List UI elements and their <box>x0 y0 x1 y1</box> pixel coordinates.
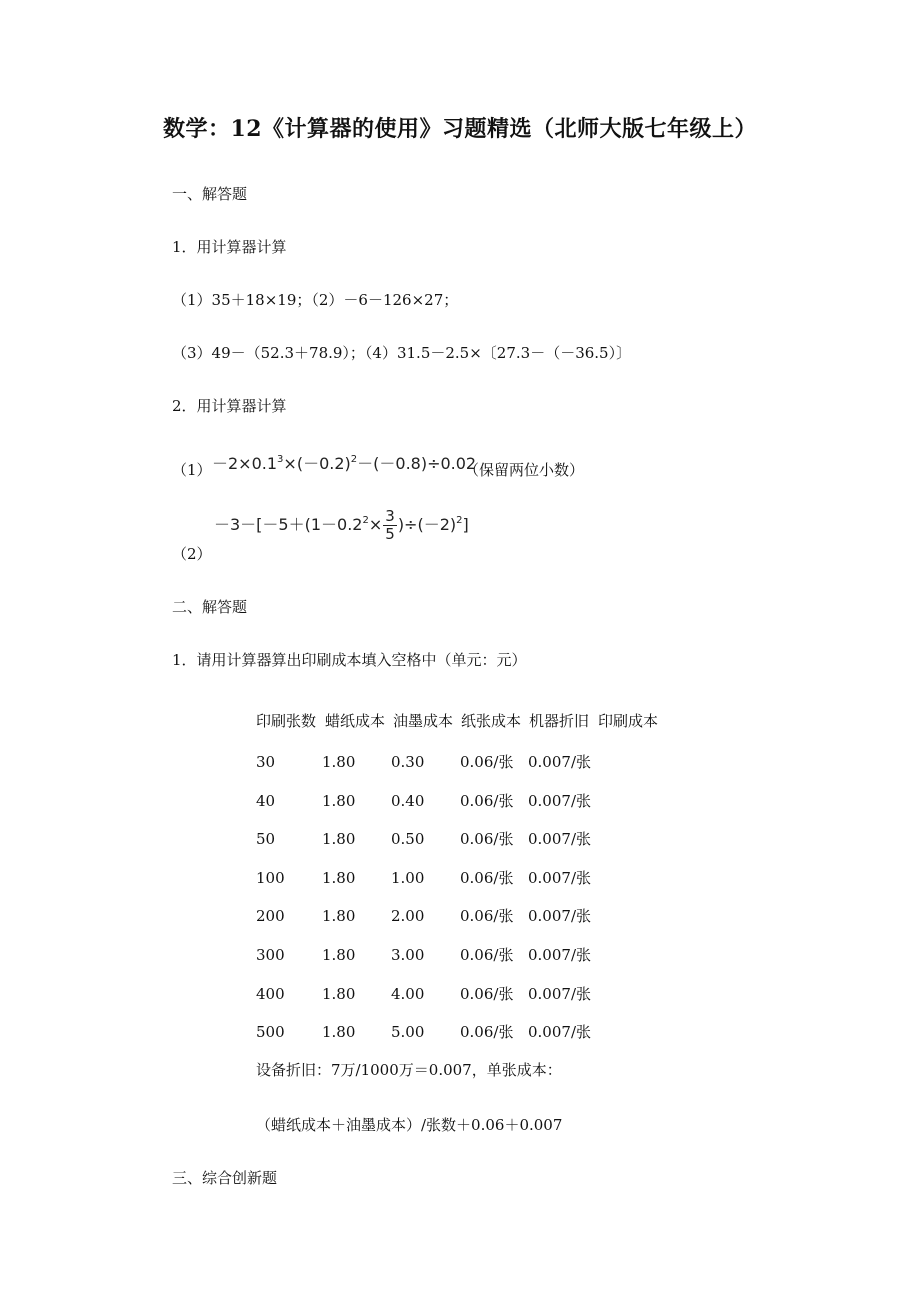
table-header-cell: 机器折旧 <box>529 712 590 730</box>
table-cell: 0.06/张 <box>460 792 514 810</box>
table-cell: 0.06/张 <box>460 985 514 1003</box>
table-cell: 0.06/张 <box>460 907 514 925</box>
fraction-three-fifths: $\frac{3}{5}$ <box>385 507 395 543</box>
table-cell: 200 <box>256 907 285 925</box>
table-cell: 3.00 <box>391 946 425 964</box>
section-2-heading: 二、解答题 <box>172 598 248 616</box>
table-cell: 1.80 <box>322 946 356 964</box>
table-cell: 0.06/张 <box>460 753 514 771</box>
table-cell: 0.007/张 <box>528 869 591 887</box>
table-cell: 0.06/张 <box>460 1023 514 1041</box>
table-cell: 1.80 <box>322 792 356 810</box>
table-cell: 0.007/张 <box>528 1023 591 1041</box>
s1-q1-label: 1．用计算器计算 <box>172 238 287 256</box>
s2-note-depreciation: 设备折旧：7万/1000万＝0.007，单张成本： <box>256 1061 562 1079</box>
table-cell: 500 <box>256 1023 285 1041</box>
s1-q2-p2-expression: $-3-[-5+(1-0.2^2\times$ $\frac{3}{5}$ )$\div(-2)^2$] <box>214 507 469 543</box>
table-cell: 40 <box>256 792 276 810</box>
page-title: 数学：12《计算器的使用》习题精选（北师大版七年级上） <box>162 116 758 142</box>
table-cell: 100 <box>256 869 285 887</box>
table-header-cell: 印刷张数 <box>256 712 317 730</box>
table-cell: 0.06/张 <box>460 946 514 964</box>
table-header-cell: 油墨成本 <box>393 712 454 730</box>
table-cell: 1.00 <box>391 869 425 887</box>
table-cell: 30 <box>256 753 276 771</box>
s1-q2-p1-number: （1） <box>172 461 212 479</box>
table-cell: 0.007/张 <box>528 985 591 1003</box>
table-cell: 5.00 <box>391 1023 425 1041</box>
table-cell: 0.007/张 <box>528 830 591 848</box>
s1-q2-label: 2．用计算器计算 <box>172 397 287 415</box>
table-header-cell: 蜡纸成本 <box>325 712 386 730</box>
section-3-heading: 三、综合创新题 <box>172 1169 278 1187</box>
table-cell: 0.007/张 <box>528 753 591 771</box>
table-cell: 0.06/张 <box>460 830 514 848</box>
table-cell: 300 <box>256 946 285 964</box>
s1-q2-p2-number: （2） <box>172 545 212 563</box>
s1-q2-p1-note: （保留两位小数） <box>464 461 585 479</box>
s2-q1-label: 1．请用计算器算出印刷成本填入空格中（单元：元） <box>172 651 527 669</box>
table-cell: 0.40 <box>391 792 425 810</box>
table-cell: 400 <box>256 985 285 1003</box>
section-1-heading: 一、解答题 <box>172 185 248 203</box>
s1-q1-line2: （3）49－（52.3＋78.9）；（4）31.5－2.5×〔27.3－（－36.5）〕 <box>172 344 632 362</box>
table-cell: 0.50 <box>391 830 425 848</box>
table-cell: 1.80 <box>322 1023 356 1041</box>
table-cell: 0.06/张 <box>460 869 514 887</box>
s1-q2-p1-expression: $-2\times 0.1^3\times(-0.2)^2-(-0.8)\div 0.02$ <box>212 454 477 473</box>
s1-q1-line1: （1）35＋18×19；（2）－6－126×27； <box>172 291 459 309</box>
table-cell: 0.007/张 <box>528 792 591 810</box>
table-cell: 0.30 <box>391 753 425 771</box>
table-cell: 0.007/张 <box>528 946 591 964</box>
table-header-cell: 印刷成本 <box>598 712 659 730</box>
table-header-cell: 纸张成本 <box>461 712 522 730</box>
s2-note-formula: （蜡纸成本＋油墨成本）/张数＋0.06＋0.007 <box>256 1116 563 1134</box>
table-cell: 1.80 <box>322 830 356 848</box>
table-cell: 1.80 <box>322 985 356 1003</box>
table-cell: 0.007/张 <box>528 907 591 925</box>
table-cell: 50 <box>256 830 276 848</box>
table-cell: 1.80 <box>322 869 356 887</box>
table-cell: 2.00 <box>391 907 425 925</box>
table-cell: 1.80 <box>322 753 356 771</box>
table-cell: 1.80 <box>322 907 356 925</box>
table-cell: 4.00 <box>391 985 425 1003</box>
